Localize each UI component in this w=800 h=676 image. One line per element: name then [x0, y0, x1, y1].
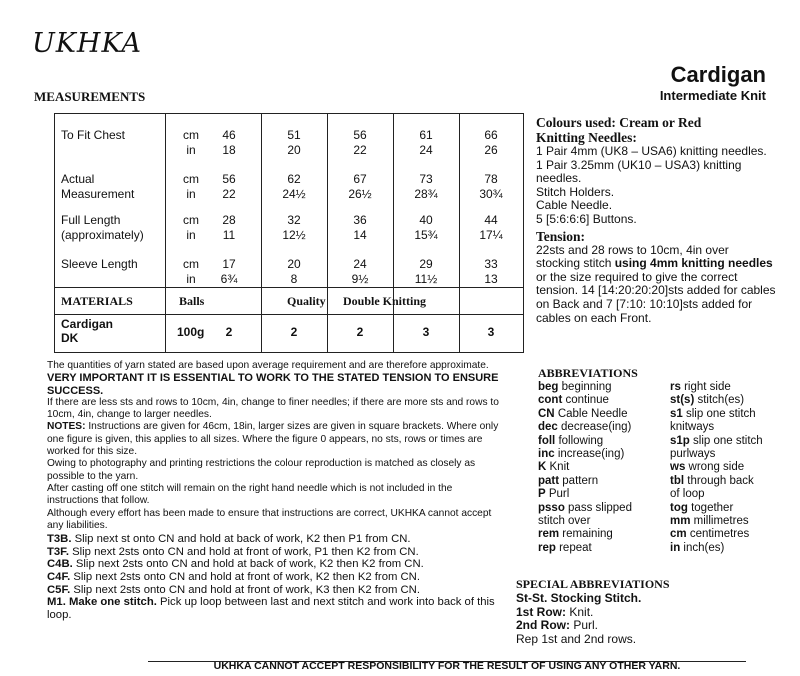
- row-one-text: Knit.: [566, 604, 594, 619]
- abbreviation-key: s1p: [670, 434, 690, 447]
- measurement-in-cell: 11: [222, 228, 236, 242]
- measurement-cm-cell: 32: [287, 213, 301, 227]
- abbreviation-key: beg: [538, 381, 559, 393]
- unit-in: in: [186, 187, 196, 201]
- tension-heading: Tension:: [536, 228, 586, 244]
- needle-item: 1 Pair 3.25mm (UK10 – USA3) knitting needles.: [536, 157, 742, 186]
- cable-item: [47, 558, 505, 571]
- unit-cm: cm: [183, 213, 199, 227]
- cable-code: C4B.: [47, 558, 73, 571]
- abbreviation-key: tog: [670, 501, 688, 514]
- difficulty-level: Intermediate Knit: [659, 88, 766, 103]
- measurement-label: Actual: [61, 172, 95, 186]
- abbreviation-item: [538, 488, 668, 501]
- amount-cell: 2: [356, 325, 364, 339]
- abbreviation-item: [538, 408, 668, 421]
- measurement-in-cell: 20: [287, 143, 301, 157]
- abbreviation-key: in: [670, 541, 681, 554]
- abbreviation-item: [538, 542, 668, 555]
- abbreviation-meaning: pattern: [559, 474, 599, 487]
- abbreviation-meaning: through back: [684, 474, 754, 487]
- table-divider: [55, 314, 523, 315]
- abbreviation-meaning: right side: [680, 381, 731, 393]
- measurement-label: Measurement: [61, 187, 135, 201]
- abbreviation-item: [670, 394, 790, 407]
- row-one-label: 1st Row:: [516, 604, 567, 619]
- abbreviation-meaning: millimetres: [690, 515, 749, 528]
- materials-heading: MATERIALS: [61, 294, 133, 308]
- abbreviation-meaning: knitways: [670, 421, 715, 434]
- cable-code: C5F.: [47, 583, 71, 596]
- abbreviation-meaning: remaining: [559, 528, 613, 541]
- colour-note: Owing to photography and printing restrictions the colour reproduction is matched as closely as possible to the yarn.: [47, 458, 476, 482]
- measurement-in-cell: 26½: [348, 187, 372, 201]
- table-divider: [55, 287, 523, 288]
- needle-adjust-note: If there are less sts and rows to 10cm, 4in, change to finer needles; if there are more sts and rows to 10cm, 4in, change to larger needles.: [47, 396, 499, 421]
- cable-text: Slip next 2sts onto CN and hold at front of work, K3 then K2 from CN.: [70, 583, 420, 596]
- abbreviation-meaning: centimetres: [686, 528, 750, 541]
- abbreviation-key: psso: [538, 501, 565, 514]
- m1-code: M1. Make one stitch.: [47, 596, 157, 609]
- abbreviation-key: rem: [538, 528, 560, 541]
- unit-in: in: [186, 228, 196, 242]
- tension-text: [536, 244, 776, 326]
- needle-item: Cable Needle.: [536, 198, 613, 213]
- cable-item: [47, 533, 505, 546]
- abbreviation-meaning: repeat: [555, 541, 592, 554]
- m1-text: Pick up loop between last and next stitch and work into back of this loop.: [47, 596, 495, 621]
- row-two-label: 2nd Row:: [516, 618, 570, 633]
- abbreviation-meaning: stitch(es): [694, 394, 745, 407]
- measurement-cm-cell: 67: [353, 172, 367, 186]
- quality-value: Double Knitting: [343, 294, 427, 308]
- measurements-table: [54, 113, 524, 353]
- measurement-in-cell: 22: [222, 187, 236, 201]
- abbreviation-meaning: beginning: [558, 381, 612, 393]
- measurement-in-cell: 12½: [282, 228, 306, 242]
- measurement-cm-cell: 73: [419, 172, 433, 186]
- footer-disclaimer: UKHKA CANNOT ACCEPT RESPONSIBILITY FOR THE RESULT OF USING ANY OTHER YARN.: [213, 660, 681, 672]
- measurement-label: Full Length: [61, 213, 121, 227]
- abbreviation-meaning: inch(es): [680, 541, 725, 554]
- needle-item: 5 [5:6:6:6] Buttons.: [536, 211, 637, 226]
- notes-section: [47, 360, 505, 621]
- abbreviation-meaning: Cable Needle: [554, 407, 628, 420]
- stocking-stitch-title: St-St. Stocking Stitch.: [516, 591, 642, 605]
- unit-in: in: [186, 272, 196, 286]
- abbreviation-item: [670, 488, 790, 501]
- measurement-cm-cell: 56: [222, 172, 236, 186]
- abbreviation-meaning: of loop: [670, 488, 705, 501]
- row-two-text: Purl.: [570, 618, 599, 633]
- measurement-cm-cell: 33: [484, 257, 498, 271]
- special-abbreviations: [516, 577, 776, 646]
- cable-item: [47, 571, 505, 584]
- measurement-cm-cell: 36: [353, 213, 367, 227]
- make-one-instruction: [47, 596, 505, 621]
- material-type: DK: [61, 331, 79, 345]
- measurement-label: (approximately): [61, 228, 144, 242]
- measurement-cm-cell: 17: [222, 257, 236, 271]
- row-one: [516, 606, 776, 620]
- brand-logo: UKHKA: [32, 28, 143, 59]
- abbreviation-meaning: decrease(ing): [557, 421, 632, 434]
- unit-cm: cm: [183, 128, 199, 142]
- abbreviations-left: [538, 381, 668, 555]
- abbreviation-item: [670, 528, 790, 541]
- measurement-in-cell: 15¾: [414, 228, 438, 242]
- abbreviation-key: patt: [538, 474, 560, 487]
- abbreviations-right: [670, 381, 790, 555]
- measurement-label: To Fit Chest: [61, 128, 126, 142]
- abbreviation-item: [538, 394, 668, 407]
- amount-cell: 3: [487, 325, 495, 339]
- requirements-column: [536, 115, 776, 325]
- cable-item: [47, 546, 505, 559]
- abbreviation-item: [538, 515, 668, 528]
- measurement-in-cell: 22: [353, 143, 367, 157]
- measurement-in-cell: 30¾: [479, 187, 503, 201]
- measurement-in-cell: 9½: [351, 272, 369, 286]
- abbreviation-meaning: Knit: [546, 461, 570, 474]
- material-name: Cardigan: [61, 317, 114, 331]
- yarn-quantity-note: The quantities of yarn stated are based upon average requirement and are therefore approximate.: [47, 360, 489, 371]
- abbreviation-meaning: together: [687, 501, 734, 514]
- material-weight: 100g: [177, 325, 205, 339]
- row-two: [516, 619, 776, 633]
- abbreviation-key: cm: [670, 528, 687, 541]
- abbreviation-item: [670, 502, 790, 515]
- cable-code: T3F.: [47, 545, 69, 558]
- liability-note: Although every effort has been made to ensure that instructions are correct, UKHKA cannot accept any liabilities.: [47, 507, 492, 531]
- abbreviation-item: [670, 448, 790, 461]
- measurement-label: Sleeve Length: [61, 257, 138, 271]
- abbreviation-meaning: stitch over: [538, 515, 591, 528]
- abbreviation-item: [538, 475, 668, 488]
- abbreviation-item: [538, 381, 668, 394]
- repeat-rows: Rep 1st and 2nd rows.: [516, 631, 637, 646]
- abbreviation-key: s1: [670, 407, 683, 420]
- abbreviation-key: cont: [538, 394, 563, 407]
- measurement-in-cell: 8: [290, 272, 298, 286]
- amount-cell: 3: [422, 325, 430, 339]
- measurement-in-cell: 28¾: [414, 187, 438, 201]
- quality-heading: Quality: [287, 294, 326, 308]
- abbreviation-key: ws: [670, 461, 686, 474]
- needle-item: 1 Pair 4mm (UK8 – USA6) knitting needles.: [536, 144, 767, 158]
- tension-part: or the size required to give the correct tension. 14 [14:20:20:20]sts added for cables on Back and 7 [7:10: 10:10]sts added for cables on each Front.: [536, 269, 776, 325]
- abbreviation-item: [538, 461, 668, 474]
- page-title: Cardigan: [670, 62, 766, 87]
- balls-heading: Balls: [179, 294, 205, 308]
- cable-text: Slip next st onto CN and hold at back of work, K2 then P1 from CN.: [71, 533, 411, 546]
- abbreviation-item: [670, 542, 790, 555]
- abbreviation-meaning: continue: [562, 394, 609, 407]
- notes-label: NOTES:: [47, 421, 86, 433]
- cast-off-note: After casting off one stitch will remain on the right hand needle which is not included in the instructions that follow.: [47, 482, 453, 507]
- measurement-in-cell: 24½: [282, 187, 306, 201]
- abbreviation-item: [670, 408, 790, 421]
- abbreviation-item: [670, 515, 790, 528]
- measurement-cm-cell: 61: [419, 128, 433, 142]
- table-divider: [165, 114, 166, 352]
- measurement-cm-cell: 78: [484, 172, 498, 186]
- abbreviation-item: [670, 475, 790, 488]
- special-heading: SPECIAL ABBREVIATIONS: [516, 577, 670, 591]
- abbreviation-key: tbl: [670, 474, 685, 487]
- cable-text: Slip next 2sts onto CN and hold at back of work, K2 then K2 from CN.: [72, 558, 424, 571]
- measurement-in-cell: 26: [484, 143, 498, 157]
- measurement-in-cell: 14: [353, 228, 367, 242]
- measurement-in-cell: 6¾: [220, 272, 238, 286]
- cable-text: Slip next 2sts onto CN and hold at front of work, K2 then K2 from CN.: [70, 570, 420, 583]
- abbreviation-item: [670, 461, 790, 474]
- amount-cell: 2: [290, 325, 298, 339]
- abbreviation-key: K: [538, 461, 547, 474]
- abbreviation-meaning: increase(ing): [554, 448, 625, 461]
- unit-in: in: [186, 143, 196, 157]
- measurement-cm-cell: 40: [419, 213, 433, 227]
- tension-part: 22sts and 28 rows to 10cm, 4in over stocking stitch: [536, 242, 729, 271]
- abbreviation-item: [670, 435, 790, 448]
- measurement-cm-cell: 29: [419, 257, 433, 271]
- abbreviation-key: rep: [538, 541, 556, 554]
- measurement-cm-cell: 46: [222, 128, 236, 142]
- measurement-in-cell: 13: [484, 272, 498, 286]
- abbreviation-key: foll: [538, 434, 556, 447]
- notes-text: Instructions are given for 46cm, 18in, larger sizes are given in square brackets. Where only one figure is given, this applies to all sizes. Where the figure 0 appears, no sts, rows or times are worked for this size.: [47, 421, 499, 458]
- abbreviation-item: [538, 448, 668, 461]
- abbreviation-key: st(s): [670, 394, 695, 407]
- abbreviation-item: [538, 435, 668, 448]
- abbreviation-item: [670, 421, 790, 434]
- size-notes: [47, 421, 505, 458]
- material-item: [61, 317, 113, 345]
- abbreviation-meaning: slip one stitch: [689, 434, 763, 447]
- tension-warning: VERY IMPORTANT IT IS ESSENTIAL TO WORK TO THE STATED TENSION TO ENSURE SUCCESS.: [47, 372, 499, 397]
- measurement-cm-cell: 62: [287, 172, 301, 186]
- measurement-in-cell: 17¼: [479, 228, 503, 242]
- amount-cell: 2: [225, 325, 233, 339]
- measurement-in-cell: 24: [419, 143, 433, 157]
- tension-needles: using 4mm knitting needles: [614, 256, 773, 271]
- abbreviation-key: dec: [538, 421, 558, 434]
- abbreviation-meaning: slip one stitch: [682, 407, 756, 420]
- abbreviation-item: [538, 421, 668, 434]
- abbreviation-key: CN: [538, 407, 555, 420]
- measurement-cm-cell: 56: [353, 128, 367, 142]
- measurement-cm-cell: 24: [353, 257, 367, 271]
- abbreviation-item: [538, 528, 668, 541]
- abbreviation-item: [538, 502, 668, 515]
- needles-heading: Knitting Needles:: [536, 130, 637, 145]
- abbreviation-meaning: purlways: [670, 448, 716, 461]
- cable-code: C4F.: [47, 570, 71, 583]
- needle-item: Stitch Holders.: [536, 184, 615, 199]
- measurements-heading: MEASUREMENTS: [34, 89, 146, 104]
- abbreviation-key: mm: [670, 515, 691, 528]
- measurement-cm-cell: 20: [287, 257, 301, 271]
- abbreviation-meaning: Purl: [545, 488, 570, 501]
- measurement-in-cell: 18: [222, 143, 236, 157]
- abbreviation-key: rs: [670, 381, 681, 393]
- abbreviation-key: inc: [538, 448, 555, 461]
- unit-cm: cm: [183, 172, 199, 186]
- abbreviation-meaning: pass slipped: [564, 501, 632, 514]
- colours-used: Colours used: Cream or Red: [536, 115, 702, 130]
- measurement-cm-cell: 44: [484, 213, 498, 227]
- cable-text: Slip next 2sts onto CN and hold at front of work, P1 then K2 from CN.: [68, 545, 419, 558]
- cable-code: T3B.: [47, 533, 72, 546]
- measurement-cm-cell: 51: [287, 128, 301, 142]
- measurement-cm-cell: 66: [484, 128, 498, 142]
- cable-instructions: [47, 533, 505, 621]
- abbreviation-meaning: wrong side: [685, 461, 745, 474]
- measurement-cm-cell: 28: [222, 213, 236, 227]
- abbreviation-item: [670, 381, 790, 394]
- cable-item: [47, 584, 505, 597]
- measurement-in-cell: 11½: [414, 272, 438, 286]
- abbreviations-heading: ABBREVIATIONS: [538, 366, 638, 380]
- abbreviation-key: P: [538, 488, 546, 501]
- unit-cm: cm: [183, 257, 199, 271]
- abbreviation-meaning: following: [555, 434, 604, 447]
